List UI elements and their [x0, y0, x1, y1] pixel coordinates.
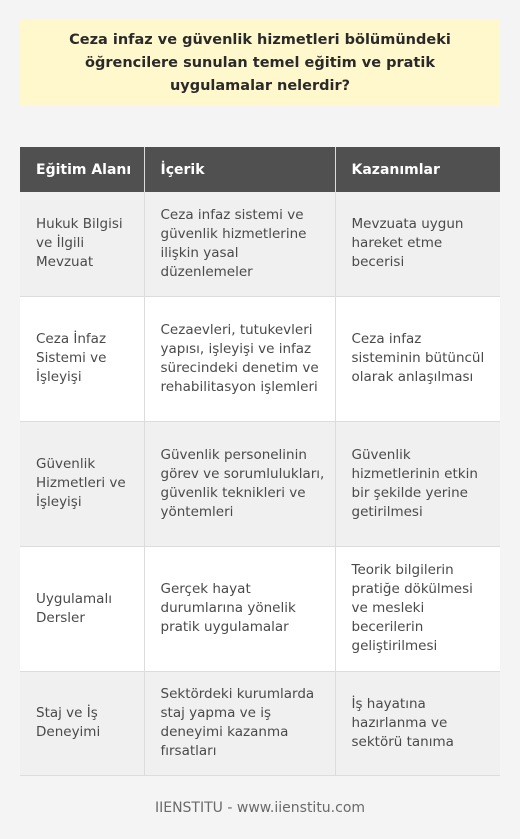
- table-row: [20, 546, 500, 671]
- table-cell: Ceza İnfaz Sistemi ve İşleyişi: [20, 296, 144, 421]
- table-row: [20, 296, 500, 421]
- table-cell: Cezaevleri, tutukevleri yapısı, işleyişi ve infaz sürecindeki denetim ve rehabilitasyon işlemleri: [144, 296, 335, 421]
- footer-credit: IIENSTITU - www.iienstitu.com: [154, 800, 366, 816]
- column-header-egitim-alani: Eğitim Alanı: [20, 147, 144, 192]
- table-cell: Ceza infaz sisteminin bütüncül olarak anlaşılması: [335, 296, 500, 421]
- title-banner: [20, 20, 500, 106]
- table-row: [20, 671, 500, 775]
- table-row: [20, 421, 500, 546]
- table-cell: Hukuk Bilgisi ve İlgili Mevzuat: [20, 192, 144, 296]
- table-header-row: [20, 147, 500, 192]
- table-cell: Ceza infaz sistemi ve güvenlik hizmetlerine ilişkin yasal düzenlemeler: [144, 192, 335, 296]
- table-cell: Güvenlik hizmetlerinin etkin bir şekilde yerine getirilmesi: [335, 421, 500, 546]
- table-cell: Uygulamalı Dersler: [20, 546, 144, 671]
- table-cell: Güvenlik Hizmetleri ve İşleyişi: [20, 421, 144, 546]
- page-title: Ceza infaz ve güvenlik hizmetleri bölümündeki öğrencilere sunulan temel eğitim ve pratik uygulamalar nelerdir?: [69, 31, 451, 94]
- table-cell: Güvenlik personelinin görev ve sorumlulukları, güvenlik teknikleri ve yöntemleri: [144, 421, 335, 546]
- table-cell: Staj ve İş Deneyimi: [20, 671, 144, 775]
- column-header-icerik: İçerik: [144, 147, 335, 192]
- education-table: [20, 147, 500, 776]
- table-row: [20, 192, 500, 296]
- table-cell: Gerçek hayat durumlarına yönelik pratik uygulamalar: [144, 546, 335, 671]
- table-cell: Mevzuata uygun hareket etme becerisi: [335, 192, 500, 296]
- column-header-kazanimlar: Kazanımlar: [335, 147, 500, 192]
- table-cell: İş hayatına hazırlanma ve sektörü tanıma: [335, 671, 500, 775]
- table-cell: Teorik bilgilerin pratiğe dökülmesi ve mesleki becerilerin geliştirilmesi: [335, 546, 500, 671]
- table-cell: Sektördeki kurumlarda staj yapma ve iş deneyimi kazanma fırsatları: [144, 671, 335, 775]
